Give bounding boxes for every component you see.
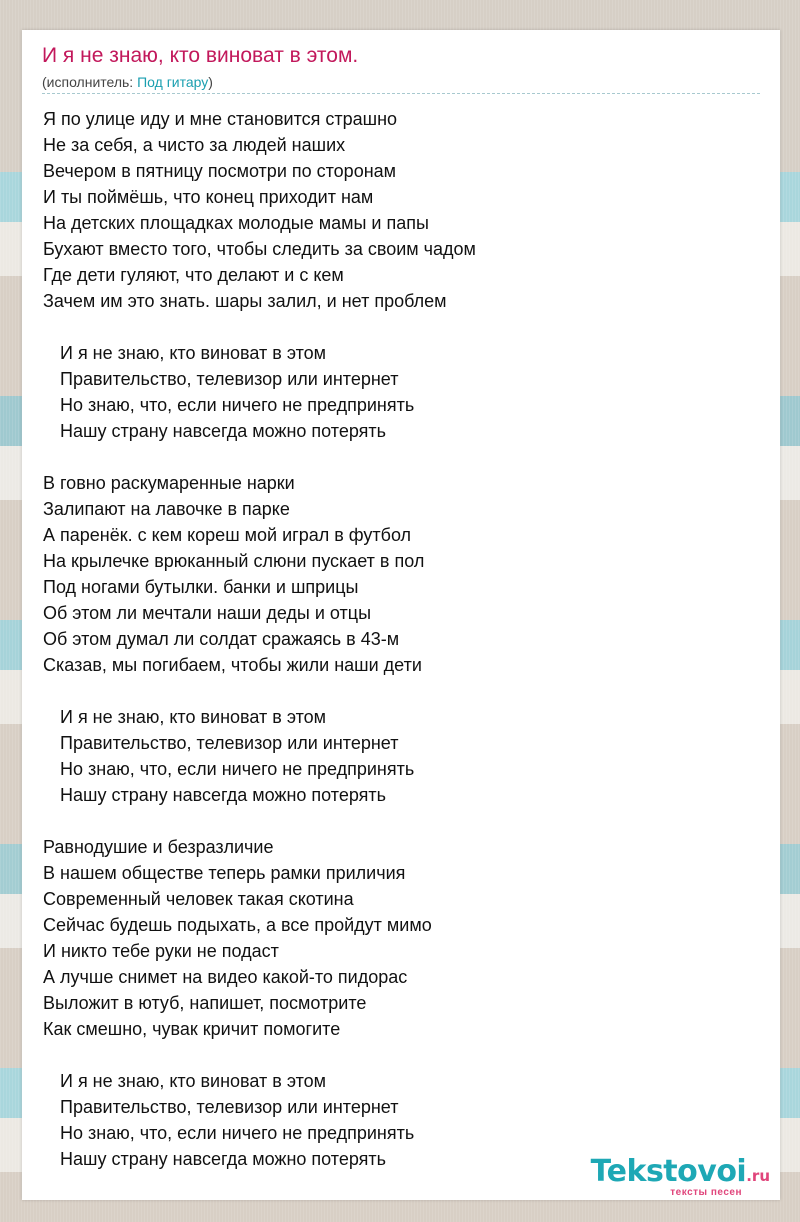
lyric-line: Об этом ли мечтали наши деды и отцы xyxy=(43,603,372,623)
lyric-line: Об этом думал ли солдат сражаясь в 43-м xyxy=(43,629,400,649)
logo-tld: .ru xyxy=(746,1167,770,1185)
logo-name: Tekstovoi xyxy=(590,1154,747,1189)
lyric-line: Не за себя, а чисто за людей наших xyxy=(43,135,346,155)
logo-wordmark xyxy=(590,1154,770,1189)
lyric-line: Где дети гуляют, что делают и с кем xyxy=(43,265,344,285)
title-divider xyxy=(42,93,760,94)
lyric-line: И я не знаю, кто виноват в этом xyxy=(60,343,327,363)
artist-line xyxy=(42,74,213,90)
lyric-line: Залипают на лавочке в парке xyxy=(43,499,290,519)
lyric-line: Сказав, мы погибаем, чтобы жили наши дети xyxy=(43,655,422,675)
lyric-line: Современный человек такая скотина xyxy=(43,889,354,909)
verse-stanza xyxy=(43,834,476,1042)
lyric-line: Как смешно, чувак кричит помогите xyxy=(43,1019,341,1039)
chorus-stanza xyxy=(43,704,476,808)
lyric-line: Сейчас будешь подыхать, а все пройдут мимо xyxy=(43,915,432,935)
lyric-line: Но знаю, что, если ничего не предпринять xyxy=(60,759,415,779)
lyric-line: Но знаю, что, если ничего не предпринять xyxy=(60,395,415,415)
lyric-line: И ты поймёшь, что конец приходит нам xyxy=(43,187,374,207)
lyric-line: Правительство, телевизор или интернет xyxy=(60,1097,399,1117)
lyric-line: Вечером в пятницу посмотри по сторонам xyxy=(43,161,397,181)
verse-stanza xyxy=(43,470,476,678)
site-logo[interactable] xyxy=(590,1154,770,1198)
lyric-line: Нашу страну навсегда можно потерять xyxy=(60,1149,387,1169)
chorus-stanza xyxy=(43,1068,476,1172)
lyric-line: Под ногами бутылки. банки и шприцы xyxy=(43,577,359,597)
logo-tagline: тексты песен xyxy=(670,1187,742,1198)
lyric-line: И я не знаю, кто виноват в этом xyxy=(60,707,327,727)
lyric-line: Бухают вместо того, чтобы следить за своим чадом xyxy=(43,239,476,259)
artist-prefix: (исполнитель: xyxy=(42,74,138,90)
lyric-line: Нашу страну навсегда можно потерять xyxy=(60,421,387,441)
lyric-line: Но знаю, что, если ничего не предпринять xyxy=(60,1123,415,1143)
lyric-line: И никто тебе руки не подаст xyxy=(43,941,279,961)
chorus-stanza xyxy=(43,340,476,444)
lyric-line: На детских площадках молодые мамы и папы xyxy=(43,213,429,233)
lyric-line: А паренёк. с кем кореш мой играл в футбол xyxy=(43,525,412,545)
lyric-line: Я по улице иду и мне становится страшно xyxy=(43,109,398,129)
artist-suffix: ) xyxy=(208,74,213,90)
lyric-line: В нашем обществе теперь рамки приличия xyxy=(43,863,406,883)
verse-stanza xyxy=(43,106,476,314)
lyric-line: На крылечке врюканный слюни пускает в пол xyxy=(43,551,425,571)
lyrics-card xyxy=(22,30,780,1200)
lyric-line: В говно раскумаренные нарки xyxy=(43,473,295,493)
lyric-line: Нашу страну навсегда можно потерять xyxy=(60,785,387,805)
lyric-line: А лучше снимет на видео какой-то пидорас xyxy=(43,967,408,987)
artist-link[interactable]: Под гитару xyxy=(137,74,209,90)
lyrics-body xyxy=(43,106,476,1198)
lyric-line: Правительство, телевизор или интернет xyxy=(60,369,399,389)
lyric-line: Зачем им это знать. шары залил, и нет проблем xyxy=(43,291,447,311)
lyric-line: Выложит в ютуб, напишет, посмотрите xyxy=(43,993,367,1013)
lyric-line: Правительство, телевизор или интернет xyxy=(60,733,399,753)
lyric-line: И я не знаю, кто виноват в этом xyxy=(60,1071,327,1091)
lyric-line: Равнодушие и безразличие xyxy=(43,837,274,857)
page-title: И я не знаю, кто виноват в этом. xyxy=(42,44,359,67)
